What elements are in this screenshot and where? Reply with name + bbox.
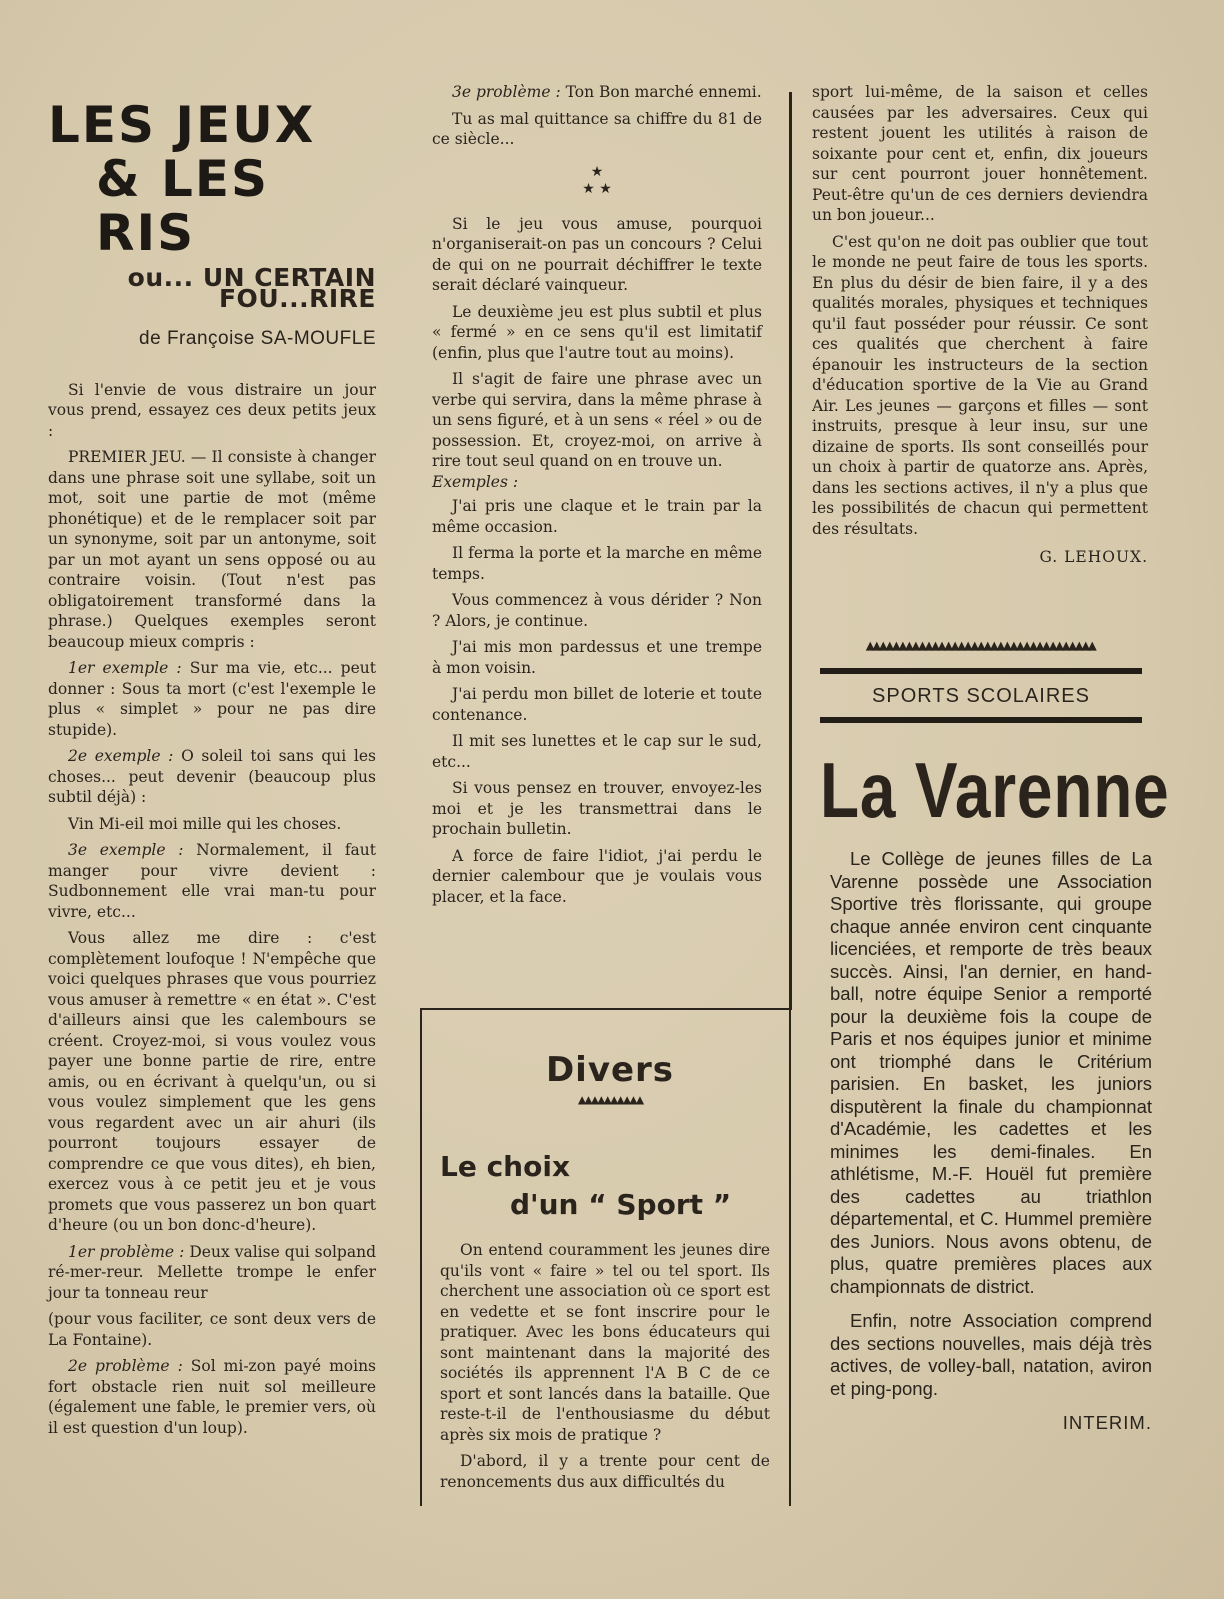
example-line: J'ai pris une claque et le train par la même occasion. — [432, 497, 762, 536]
box-left-rule — [420, 1008, 422, 1506]
divers-body — [440, 1240, 770, 1492]
paragraph: Si le jeu vous amuse, pourquoi n'organiserait-on pas un concours ? Celui de qui on ne pourrait déchiffrer le texte serait déclaré vainqueur. — [432, 214, 762, 294]
article-signature: INTERIM. — [1062, 1412, 1152, 1433]
paragraph: Le deuxième jeu est plus subtil et plus « fermé » en ce sens qu'il est limitatif (enfin, plus que l'autre tout au moins). — [432, 302, 762, 362]
article-subtitle: ou... UN CERTAIN FOU...RIRE — [127, 263, 376, 313]
example-line: Vous commencez à vous dérider ? Non ? Alors, je continue. — [432, 591, 762, 630]
article-jeux-column — [48, 80, 376, 1444]
problem-label: 1er problème : — [68, 1242, 185, 1261]
paragraph: Si l'envie de vous distraire un jour vous prend, essayez ces deux petits jeux : — [48, 380, 376, 440]
star-icon: ★ ★ — [582, 180, 612, 197]
article-title-line2: & LES RIS — [96, 150, 270, 262]
problem-label: 2e problème : — [68, 1357, 183, 1375]
paragraph: D'abord, il y a trente pour cent de renoncements dus aux difficultés du — [440, 1452, 770, 1491]
article-author: de Françoise SA-MOUFLE — [139, 328, 376, 349]
article-sport-continued — [812, 82, 1148, 574]
example-label: 2e exemple : — [68, 747, 174, 765]
paragraph: Il s'agit de faire une phrase avec un verbe qui servira, dans la même phrase à un sens figuré, et à un sens « réel » ou de possession. Et, croyez-moi, on arrive à rire tout seul quand on en trouve un. — [432, 370, 762, 470]
problem-label: 3e problème : — [452, 83, 561, 101]
paragraph: Le Collège de jeunes filles de La Varenne possède une Association Sportive très florissante, qui groupe chaque année environ cent cinquante licenciées, et remporte de très beaux succès. Ainsi, l'an dernier, en hand-ball, notre équipe Senior a remporté pour la deuxième fois la coupe de Paris et nos équipes junior et minime ont triomphé dans le Critérium parisien. En basket, les juniors disputèrent la finale du championnat d'Académie, les cadettes et les minimes les demi-finales. En athlétisme, M.-F. Houël fut première des cadettes au triathlon départemental, et C. Hummel première des Juniors. Nous avons obtenu, de plus, quatre premières places aux championnats de district. — [830, 848, 1152, 1297]
example-line: Il mit ses lunettes et le cap sur le sud, etc... — [432, 732, 762, 771]
example-text: O soleil toi sans qui les choses... peut devenir (beaucoup plus subtil déjà) : — [48, 747, 376, 806]
problem-text: Deux valise qui solpand ré-mer-reur. Mellette trompe le enfer jour ta tonneau reur — [48, 1242, 376, 1302]
example-label: 1er exemple : — [68, 659, 182, 677]
section-rule — [820, 668, 1142, 674]
divers-title: Divers — [545, 1050, 675, 1090]
article-jeux-continued — [432, 82, 762, 913]
article-signature: G. LEHOUX. — [1039, 548, 1148, 566]
divers-box — [440, 1050, 780, 1498]
paragraph: sport lui-même, de la saison et celles causées par les adversaires. Ceux qui restent jouent les utilités à raison de soixante pour cent et, enfin, dix joueurs sur cent pourront jouer honnêtement. Peut-être qu'un de ces derniers deviendra un bon joueur... — [812, 83, 1148, 224]
article-varenne-body — [830, 848, 1152, 1447]
box-top-rule — [420, 1008, 792, 1010]
problem-2 — [48, 1356, 376, 1438]
example-line: J'ai perdu mon billet de loterie et toute contenance. — [432, 685, 762, 724]
choix-sport-heading — [440, 1148, 780, 1224]
example-line: A force de faire l'idiot, j'ai perdu le dernier calembour que je voulais vous placer, et la face. — [432, 846, 762, 906]
example-line: J'ai mis mon pardessus et une trempe à mon voisin. — [432, 638, 762, 677]
paragraph: On entend couramment les jeunes dire qu'ils vont « faire » tel ou tel sport. Ils cherchent une association où ce sport est en vedette et se font inscrire pour le pratiquer. Avec les bons éducateurs qui sont maintenant dans la majorité des sociétés ils apprennent l'A B C de ce sport et sont lancés dans la bataille. Que reste-t-il de l'enthousiasme du début après six mois de pratique ? — [440, 1241, 770, 1444]
example-2-result: Vin Mi-eil moi mille qui les choses. — [68, 814, 342, 833]
column-divider — [789, 92, 792, 1010]
paragraph: Vous allez me dire : c'est complètement loufoque ! N'empêche que voici quelques phrases que vous pourriez vous amuser à remettre « en état ». C'est d'ailleurs ainsi que les calembours se créent. Croyez-moi, si vous voulez vous payer une bonne partie de rire, entre amis, ou en écrivant à quelqu'un, ou si vous voulez simplement que les gens vous regardent avec un air ahuri (ils pourront toujours essayer de comprendre ce que vous dites), eh bien, exercez vous à ce petit jeu et je vous promets que vous passerez un bon quart d'heure (ou un bon donc-d'heure). — [48, 929, 376, 1234]
example-text: Sur ma vie, etc... peut donner : Sous ta mort (c'est l'exemple le plus « simplet » pour ne pas dire stupide). — [48, 659, 376, 739]
heading-line1: Le choix — [440, 1150, 571, 1183]
examples-label: Exemples : — [432, 472, 519, 491]
example-label: 3e exemple : — [68, 841, 184, 859]
problem-text: Ton Bon marché ennemi. — [565, 83, 762, 101]
problem-text: Sol mi-zon payé moins fort obstacle rien nuit sol meilleure (également une fable, le premier vers, où il est question d'un loup). — [48, 1357, 376, 1437]
paragraph: C'est qu'on ne doit pas oublier que tout le monde ne peut faire de tous les sports. En plus du désir de bien faire, il y a des qualités morales, physiques et techniques qu'il faut posséder pour réussir. Ce sont ces qualités que cherchent à faire épanouir les instructeurs de la section d'éducation sportive de la Vie au Grand Air. Les jeunes — garçons et filles — sont instruits, presque à leur insu, sur une dizaine de sports. Ils sont conseillés pour un choix à partir de quatorze ans. Après, dans les sections actives, il n'y a plus que les possibilités de chacun qui permettent des résultats. — [812, 232, 1148, 538]
example-line: Si vous pensez en trouver, envoyez-les moi et je les transmettrai dans le prochain bulletin. — [432, 779, 762, 838]
example-1 — [48, 658, 376, 740]
article-title-line1: LES JEUX — [48, 96, 316, 154]
stars-separator — [432, 164, 762, 198]
example-line: Il ferma la porte et la marche en même temps. — [432, 544, 762, 583]
section-rule — [820, 717, 1142, 723]
example-3 — [48, 840, 376, 922]
problem-1-hint: (pour vous faciliter, ce sont deux vers de La Fontaine). — [48, 1310, 376, 1349]
problem-1 — [48, 1242, 376, 1304]
heading-line2: d'un “ Sport ” — [510, 1188, 732, 1221]
example-text: Normalement, il faut manger pour vivre devient : Sudbonnement elle vrai man-tu pour vivre, etc... — [48, 841, 377, 921]
ornament-divider: ▲▲▲▲▲▲▲▲▲▲▲▲▲▲▲▲▲▲▲▲▲▲▲▲▲▲▲▲▲▲▲▲▲▲▲ — [865, 636, 1095, 654]
ornament-divider: ▲▲▲▲▲▲▲▲▲▲ — [577, 1092, 643, 1108]
box-right-rule — [789, 1008, 791, 1506]
star-icon: ★ — [590, 163, 604, 180]
paragraph: Enfin, notre Association comprend des sections nouvelles, mais déjà très actives, de volley-ball, natation, aviron et ping-pong. — [830, 1310, 1152, 1399]
example-2 — [48, 746, 376, 808]
problem-3-line2: Tu as mal quittance sa chiffre du 81 de ce siècle... — [432, 109, 762, 148]
headline: La Varenne — [820, 746, 1170, 834]
problem-3 — [432, 82, 762, 103]
section-label: SPORTS SCOLAIRES — [872, 685, 1090, 707]
paragraph: PREMIER JEU. — Il consiste à changer dans une phrase soit une syllabe, soit un mot, soit une partie de mot (même phonétique) et de le remplacer soit par un synonyme, soit par un antonyme, soit par un mot ayant un sens opposé ou au contraire voisin. (Tout n'est pas obligatoirement transformé dans la phrase.) Quelques exemples seront beaucoup mieux compris : — [48, 448, 376, 651]
